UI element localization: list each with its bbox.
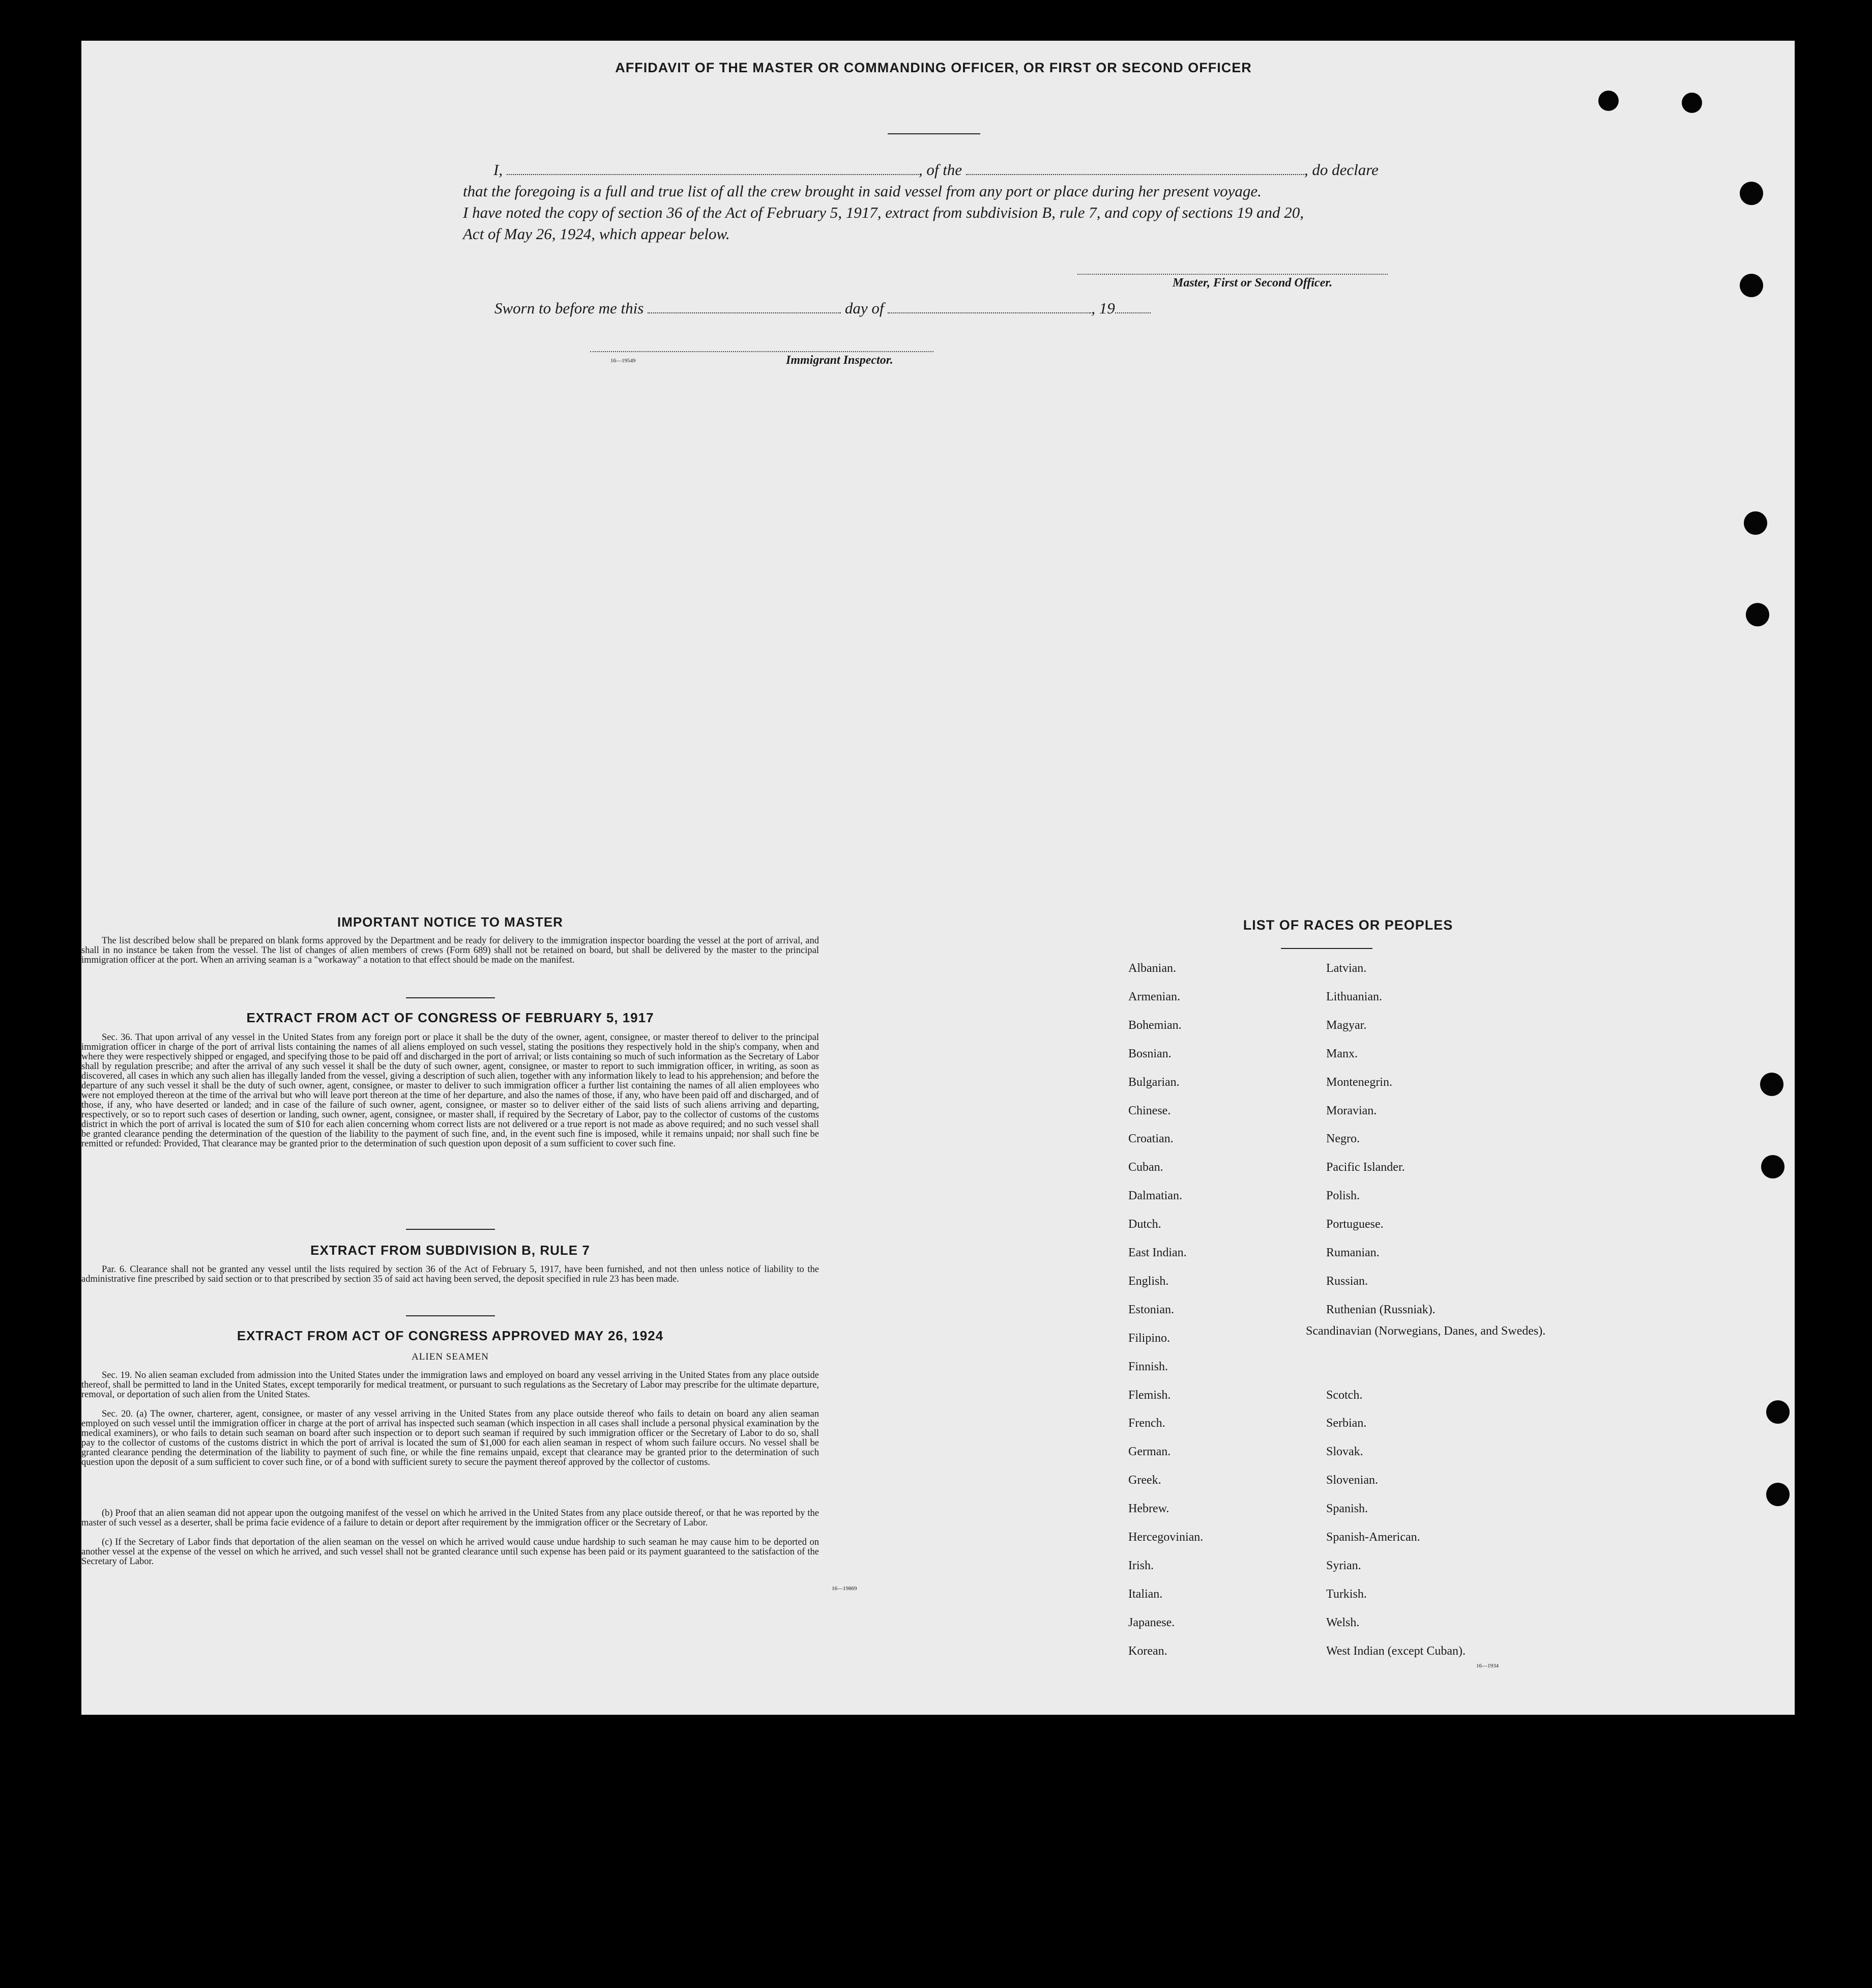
race-item: Albanian. xyxy=(1128,962,1176,975)
punch-hole xyxy=(1760,1073,1783,1096)
race-item: Syrian. xyxy=(1326,1559,1361,1572)
race-item: Slovenian. xyxy=(1326,1474,1378,1487)
sworn-text: Sworn to before me this xyxy=(494,299,644,317)
sworn-day-blank[interactable] xyxy=(648,300,841,313)
vessel-blank[interactable] xyxy=(966,162,1304,175)
race-item: Korean. xyxy=(1128,1644,1167,1658)
inspector-signature-line[interactable] xyxy=(590,350,933,352)
race-item: Portuguese. xyxy=(1326,1218,1384,1231)
race-item: Finnish. xyxy=(1128,1360,1168,1373)
race-item: Japanese. xyxy=(1128,1616,1175,1629)
sworn-year: , 19 xyxy=(1091,299,1115,317)
race-item: Scandinavian (Norwegians, Danes, and Swedes). xyxy=(1306,1324,1546,1338)
affidavit-title: AFFIDAVIT OF THE MASTER OR COMMANDING OFFICER, OR FIRST OR SECOND OFFICER xyxy=(615,60,1252,75)
extract-rule7-title: EXTRACT FROM SUBDIVISION B, RULE 7 xyxy=(310,1243,590,1258)
race-item: Cuban. xyxy=(1128,1161,1163,1174)
extract-1917-title: EXTRACT FROM ACT OF CONGRESS OF FEBRUARY 5, 1917 xyxy=(246,1010,654,1025)
punch-hole xyxy=(1746,603,1769,626)
affidavit-line-4: Act of May 26, 1924, which appear below. xyxy=(463,225,730,243)
race-item: Greek. xyxy=(1128,1474,1161,1487)
race-item: Spanish-American. xyxy=(1326,1531,1420,1544)
affidavit-of-the: , of the xyxy=(918,161,962,179)
alien-seamen-subtitle: ALIEN SEAMEN xyxy=(412,1351,489,1362)
extract-1924-title: EXTRACT FROM ACT OF CONGRESS APPROVED MAY 26, 1924 xyxy=(237,1328,664,1343)
sworn-line xyxy=(494,299,1151,318)
race-item: East Indian. xyxy=(1128,1246,1187,1259)
sworn-day-of: day of xyxy=(844,299,884,317)
race-item: Hebrew. xyxy=(1128,1502,1169,1516)
divider xyxy=(1281,948,1372,949)
master-signature-label: Master, First or Second Officer. xyxy=(1173,276,1333,290)
race-item: Chinese. xyxy=(1128,1104,1171,1117)
race-item: Bohemian. xyxy=(1128,1018,1182,1032)
race-item: Hercegovinian. xyxy=(1128,1531,1204,1544)
race-item: Estonian. xyxy=(1128,1303,1174,1316)
race-item: Negro. xyxy=(1326,1132,1360,1146)
extract-1924-sec20c: (c) If the Secretary of Labor finds that deportation of the alien seaman on the vessel on which he arrived would cause undue hardship to such seaman he may cause him to be deported on another vessel at the expense of the vessel on which he arrived, and such vessel shall not be granted clearance until such expense has been paid or its payment guaranteed to the satisfaction of the Secretary of Labor. xyxy=(81,1537,819,1567)
affidavit-line-1 xyxy=(493,159,1379,181)
race-item: Dalmatian. xyxy=(1128,1189,1182,1203)
notice-text: The list described below shall be prepared on blank forms approved by the Department and be ready for delivery to the immigration inspector boarding the vessel at the port of arrival, and shall in no instance be taken from the vessel. The list of changes of alien members of crews (Form 689) shall not be retained on board, but shall be delivered by the master to the principal immigration officer at the port. When an arriving seaman is a "workaway" a notation to that effect should be made on the manifest. xyxy=(81,936,819,965)
punch-hole xyxy=(1682,93,1702,113)
race-item: Polish. xyxy=(1326,1189,1360,1203)
inspector-label: Immigrant Inspector. xyxy=(786,354,893,367)
punch-hole xyxy=(1740,274,1763,297)
punch-hole xyxy=(1598,91,1619,111)
race-item: Armenian. xyxy=(1128,990,1180,1003)
punch-hole xyxy=(1766,1483,1790,1506)
race-item: Flemish. xyxy=(1128,1388,1171,1402)
punch-hole xyxy=(1766,1400,1790,1424)
race-item: West Indian (except Cuban). xyxy=(1326,1644,1466,1658)
divider xyxy=(406,997,495,998)
extract-1924-sec19: Sec. 19. No alien seaman excluded from admission into the United States under the immigration laws and employed on board any vessel arriving in the United States from any place outside thereof, shall be permitted to land in the United States, except temporarily for medical treatment, or pursuant to such regulations as the Secretary of Labor may prescribe for the ultimate departure, removal, or deportation of such alien from the United States. xyxy=(81,1370,819,1400)
race-item: Welsh. xyxy=(1326,1616,1360,1629)
extract-1924-sec20b: (b) Proof that an alien seaman did not appear upon the outgoing manifest of the vessel on which he arrived in the United States from any place outside thereof, or that he was reported by the master of such vessel as a deserter, shall be prima facie evidence of a failure to detain or deport after requirement by the immigration officer or the Secretary of Labor. xyxy=(81,1508,819,1528)
divider xyxy=(888,133,980,134)
race-item: Bosnian. xyxy=(1128,1047,1172,1060)
races-title: LIST OF RACES OR PEOPLES xyxy=(1243,917,1453,933)
race-item: Montenegrin. xyxy=(1326,1075,1392,1089)
sworn-year-blank[interactable] xyxy=(1115,300,1151,313)
race-item: Latvian. xyxy=(1326,962,1367,975)
form-number: 16—1934 xyxy=(1476,1663,1499,1669)
race-item: Italian. xyxy=(1128,1587,1163,1601)
race-item: Croatian. xyxy=(1128,1132,1174,1146)
affidavit-line-2: that the foregoing is a full and true list of all the crew brought in said vessel from any port or place during her present voyage. xyxy=(463,182,1262,200)
race-item: Scotch. xyxy=(1326,1388,1363,1402)
race-item: English. xyxy=(1128,1274,1169,1288)
form-number: 16—19549 xyxy=(610,358,636,364)
race-item: French. xyxy=(1128,1417,1165,1430)
race-item: Spanish. xyxy=(1326,1502,1368,1516)
punch-hole xyxy=(1740,182,1763,205)
form-number: 16—19869 xyxy=(832,1586,857,1592)
race-item: Dutch. xyxy=(1128,1218,1161,1231)
race-item: German. xyxy=(1128,1445,1171,1459)
race-item: Magyar. xyxy=(1326,1018,1367,1032)
race-item: Turkish. xyxy=(1326,1587,1367,1601)
extract-1917-text: Sec. 36. That upon arrival of any vessel in the United States from any foreign port or place it shall be the duty of the owner, agent, consignee, or master thereof to deliver to the principal immigration officer in charge of the port of arrival lists containing the names of all aliens employed on such vessel, stating the positions they respectively hold in the ship's company, when and where they were respectively shipped or engaged, and specifying those to be paid off and discharged in the port of arrival; or lists containing so much of such information as the Secretary of Labor shall by regulation prescribe; and after the arrival of any such vessel it shall be the duty of such owner, agent, consignee, or master to report to such immigration officer, in writing, as soon as discovered, all cases in which any such alien has illegally landed from the vessel, giving a description of such alien, together with any information likely to lead to his apprehension; and before the departure of any such vessel it shall be the duty of such owner, agent, consignee, or master to deliver to such immigration officer a further list containing the names of all alien employees who were not employed thereon at the time of the arrival but who will leave port thereon at the time of her departure, and also the names of those, if any, who have been paid off and discharged, and of those, if any, who have deserted or landed; and in case of the failure of such owner, agent, consignee, or master so to deliver either of the said lists of such aliens arriving and departing, respectively, or so to report such cases of desertion or landing, such owner, agent, consignee, or master shall, if required by the Secretary of Labor, pay to the collector of customs of the customs district in which the port of arrival is located the sum of $10 for each alien concerning whom correct lists are not delivered or a true report is not made as above required; and no such vessel shall be granted clearance pending the determination of the question of the liability to the payment of such fine, and, in the event such fine is imposed, while it remains unpaid; nor shall such fine be remitted or refunded: Provided, That clearance may be granted prior to the determination of such question upon deposit of a sum sufficient to cover such fine. xyxy=(81,1032,819,1149)
extract-1924-sec20a: Sec. 20. (a) The owner, charterer, agent, consignee, or master of any vessel arriving in the United States from any place outside thereof who fails to detain on board any alien seaman employed on such vessel until the immigration officer in charge at the port of arrival has inspected such seaman (which inspection in all cases shall include a personal physical examination by the medical examiners), or who fails to detain such seaman on board after such inspection or to deport such seaman if required by such immigration officer or the Secretary of Labor to do so, shall pay to the collector of customs of the customs district in which the port of arrival is located the sum of $1,000 for each alien seaman in respect of whom such failure occurs. No vessel shall be granted clearance pending the determination of the liability to payment of such fine, or while the fine remains unpaid, except that clearance may be granted prior to the determination of such question upon the deposit of a sum sufficient to cover such fine, or of a bond with sufficient surety to secure the payment thereof approved by the collector of customs. xyxy=(81,1409,819,1467)
race-item: Bulgarian. xyxy=(1128,1075,1180,1089)
race-item: Filipino. xyxy=(1128,1331,1171,1345)
race-item: Serbian. xyxy=(1326,1417,1367,1430)
race-item: Moravian. xyxy=(1326,1104,1377,1117)
race-item: Pacific Islander. xyxy=(1326,1161,1405,1174)
affidavit-line-3: I have noted the copy of section 36 of the Act of February 5, 1917, extract from subdivision B, rule 7, and copy of sections 19 and 20, xyxy=(463,204,1304,221)
punch-hole xyxy=(1761,1155,1785,1178)
affidavit-declare: , do declare xyxy=(1304,161,1379,179)
punch-hole xyxy=(1744,511,1767,535)
race-item: Ruthenian (Russniak). xyxy=(1326,1303,1436,1316)
race-item: Lithuanian. xyxy=(1326,990,1382,1003)
divider xyxy=(406,1229,495,1230)
master-signature-line[interactable] xyxy=(1077,273,1388,275)
race-item: Manx. xyxy=(1326,1047,1358,1060)
race-item: Irish. xyxy=(1128,1559,1154,1572)
race-item: Russian. xyxy=(1326,1274,1368,1288)
affidavit-i: I, xyxy=(493,161,503,179)
notice-title: IMPORTANT NOTICE TO MASTER xyxy=(337,914,563,930)
race-item: Slovak. xyxy=(1326,1445,1363,1459)
sworn-month-blank[interactable] xyxy=(888,300,1091,313)
divider xyxy=(406,1315,495,1316)
race-item: Rumanian. xyxy=(1326,1246,1380,1259)
extract-rule7-text: Par. 6. Clearance shall not be granted any vessel until the lists required by section 36 of the Act of February 5, 1917, have been furnished, and not then unless notice of liability to the administrative fine prescribed by said section or to that prescribed by section 35 of said act having been served, the deposit specified in rule 23 has been made. xyxy=(81,1264,819,1284)
name-blank[interactable] xyxy=(507,162,919,175)
